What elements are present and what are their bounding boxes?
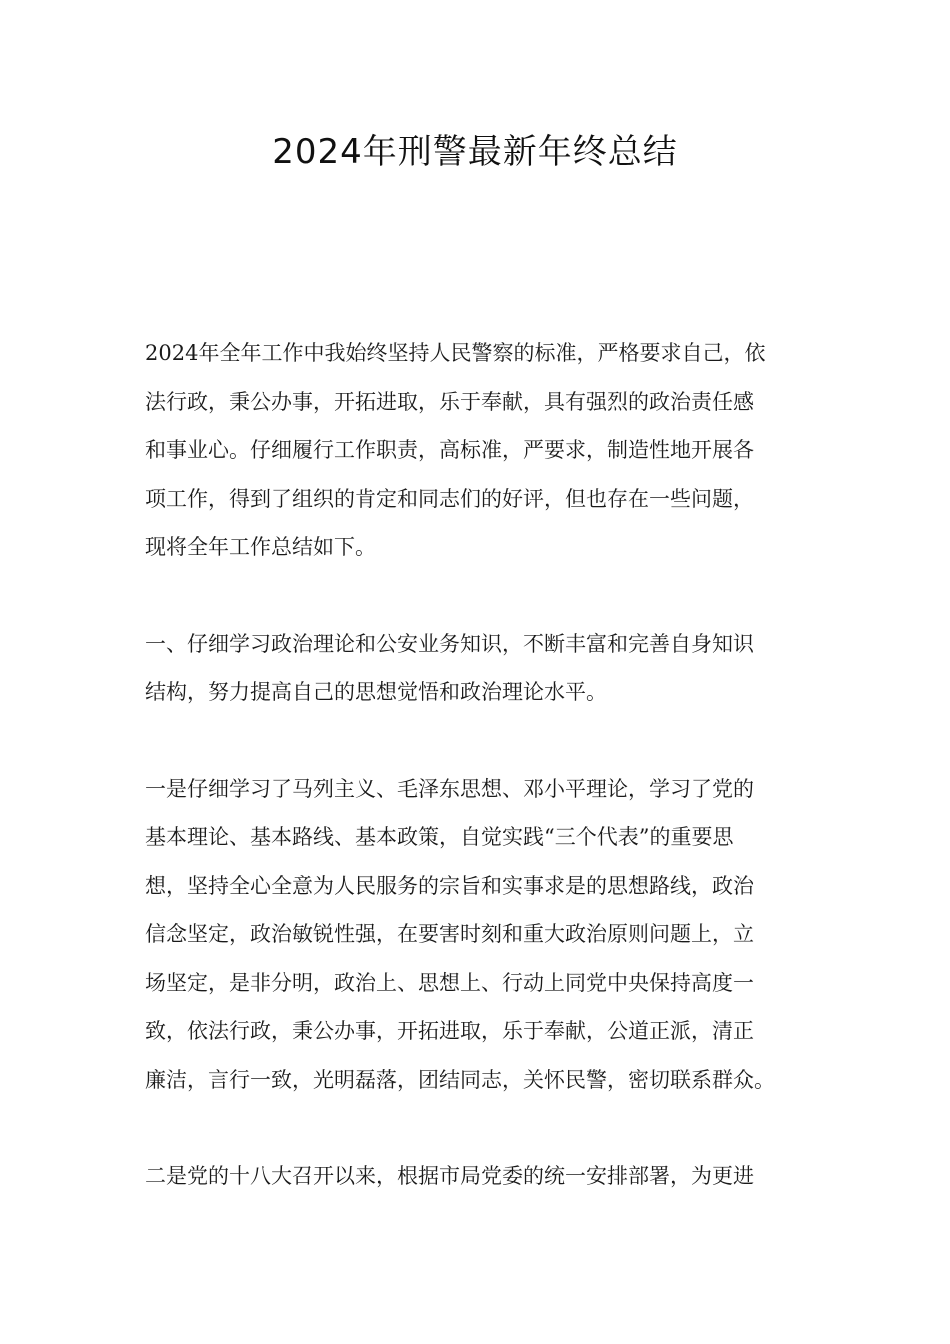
document-title: 2024年刑警最新年终总结	[272, 132, 678, 172]
text-line: 一是仔细学习了马列主义、毛泽东思想、邓小平理论，学习了党的	[145, 776, 754, 801]
text-line: 信念坚定，政治敏锐性强，在要害时刻和重大政治原则问题上，立	[145, 922, 754, 946]
text-line: 和事业心。仔细履行工作职责，高标准，严要求，制造性地开展各	[145, 438, 754, 462]
text-line: 基本理论、基本路线、基本政策，自觉实践“三个代表”的重要思	[145, 825, 734, 849]
paragraph-point-two	[145, 1152, 810, 1201]
text-line: 廉洁，言行一致，光明磊落，团结同志，关怀民警，密切联系群众。	[145, 1067, 775, 1092]
text-line: 2024年全年工作中我始终坚持人民警察的标准，严格要求自己，依	[145, 341, 766, 365]
text-line: 结构，努力提高自己的思想觉悟和政治理论水平。	[145, 680, 607, 704]
paragraph-intro	[145, 329, 810, 572]
text-line: 想，坚持全心全意为人民服务的宗旨和实事求是的思想路线，政治	[145, 873, 754, 898]
text-line: 一、仔细学习政治理论和公安业务知识，不断丰富和完善自身知识	[145, 631, 754, 656]
document-body	[145, 329, 810, 1249]
text-line: 场坚定，是非分明，政治上、思想上、行动上同党中央保持高度一	[145, 970, 754, 995]
text-line: 项工作，得到了组织的肯定和同志们的好评，但也存在一些问题，	[145, 486, 754, 511]
paragraph-point-one	[145, 765, 810, 1105]
text-line: 二是党的十八大召开以来，根据市局党委的统一安排部署，为更进	[145, 1164, 754, 1188]
paragraph-section-heading	[145, 620, 810, 717]
text-line: 现将全年工作总结如下。	[145, 535, 376, 559]
text-line: 法行政，秉公办事，开拓进取，乐于奉献，具有强烈的政治责任感	[145, 389, 754, 414]
text-line: 致，依法行政，秉公办事，开拓进取，乐于奉献，公道正派，清正	[145, 1019, 754, 1043]
